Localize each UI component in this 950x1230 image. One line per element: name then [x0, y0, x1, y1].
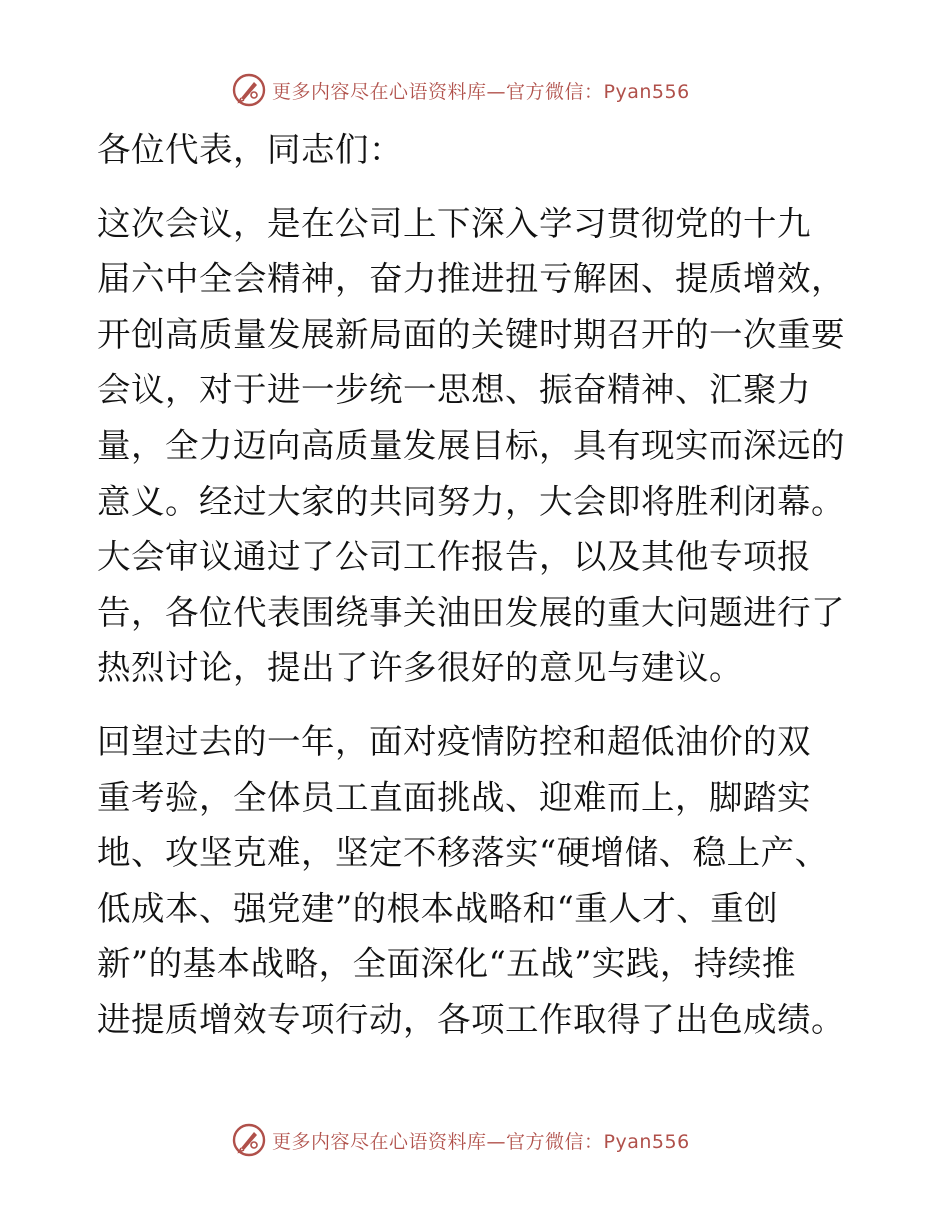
- document-body: [97, 122, 857, 1048]
- paragraph-2: [97, 714, 857, 1048]
- paragraph-line: 大会审议通过了公司工作报告，以及其他专项报: [97, 537, 811, 577]
- footer-banner-text: 更多内容尽在心语资料库—官方微信：Pyan556: [272, 1130, 690, 1153]
- quill-pen-seal-icon: [232, 1123, 266, 1157]
- paragraph-line: 重考验，全体员工直面挑战、迎难而上，脚踏实: [97, 777, 811, 817]
- header-banner-text: 更多内容尽在心语资料库—官方微信：Pyan556: [272, 80, 690, 103]
- quill-pen-seal-icon: [232, 73, 266, 107]
- paragraph-line: 届六中全会精神，奋力推进扭亏解困、提质增效，: [97, 259, 845, 299]
- paragraph-line: 低成本、强党建”的根本战略和“重人才、重创: [97, 888, 779, 928]
- paragraph-1: [97, 196, 857, 696]
- paragraph-line: 开创高质量发展新局面的关键时期召开的一次重要: [97, 314, 845, 354]
- footer-watermark-banner: [232, 1120, 690, 1160]
- paragraph-line: 新”的基本战略，全面深化“五战”实践，持续推: [97, 944, 796, 984]
- paragraph-line: 告，各位代表围绕事关油田发展的重大问题进行了: [97, 592, 845, 632]
- paragraph-line: 进提质增效专项行动，各项工作取得了出色成绩。: [97, 999, 845, 1039]
- paragraph-line: 量，全力迈向高质量发展目标，具有现实而深远的: [97, 425, 845, 465]
- paragraph-line: 热烈讨论，提出了许多很好的意见与建议。: [97, 648, 743, 688]
- paragraph-line: 会议，对于进一步统一思想、振奋精神、汇聚力: [97, 370, 811, 410]
- paragraph-line: 回望过去的一年，面对疫情防控和超低油价的双: [97, 721, 811, 761]
- salutation-text: 各位代表，同志们：: [97, 130, 403, 169]
- paragraph-line: 意义。经过大家的共同努力，大会即将胜利闭幕。: [97, 481, 845, 521]
- paragraph-line: 地、攻坚克难，坚定不移落实“硬增储、稳上产、: [97, 833, 829, 873]
- paragraph-line: 这次会议，是在公司上下深入学习贯彻党的十九: [97, 203, 811, 243]
- header-watermark-banner: [232, 70, 690, 110]
- salutation: [97, 122, 857, 178]
